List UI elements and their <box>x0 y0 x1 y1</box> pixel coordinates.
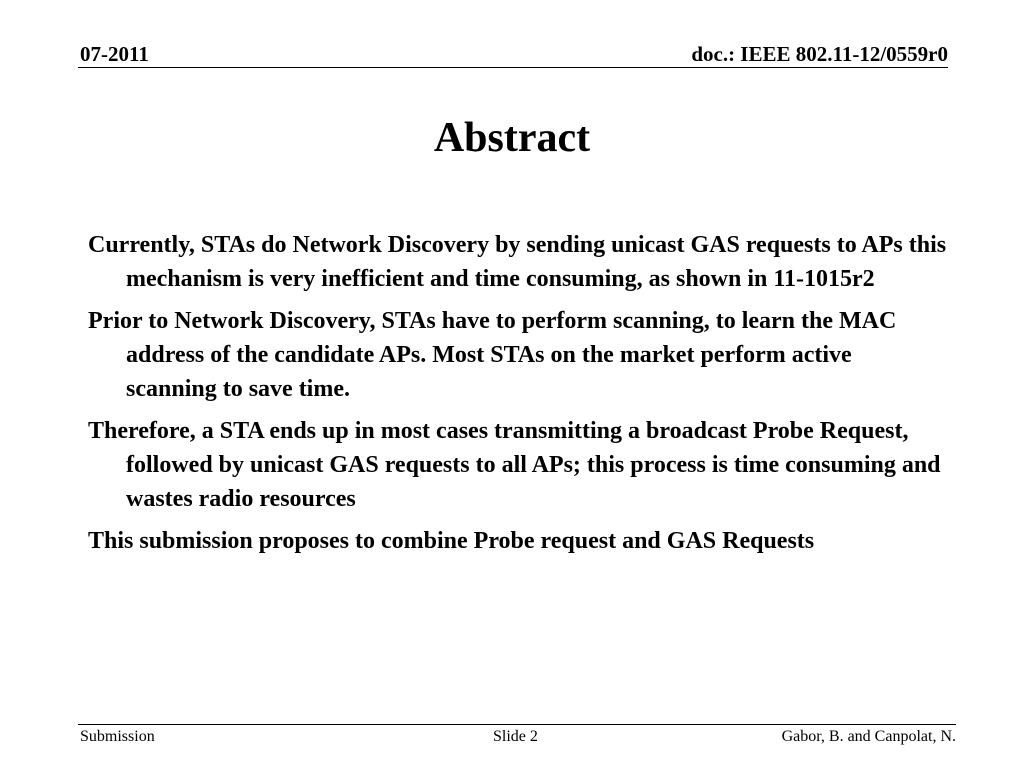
header-doc-id: doc.: IEEE 802.11-12/0559r0 <box>691 42 948 66</box>
abstract-paragraph: Currently, STAs do Network Discovery by sending unicast GAS requests to APs this mechanism is very inefficient and time consuming, as shown in 11-1015r2 <box>88 232 947 292</box>
abstract-body <box>88 228 948 566</box>
abstract-paragraph: Therefore, a STA ends up in most cases transmitting a broadcast Probe Request, followed by unicast GAS requests to all APs; this process is time consuming and wastes radio resources <box>88 418 941 512</box>
abstract-paragraph: This submission proposes to combine Probe request and GAS Requests <box>88 528 815 554</box>
header-date: 07-2011 <box>80 42 149 66</box>
slide-title: Abstract <box>433 115 591 161</box>
footer-slide-number: Slide 2 <box>493 728 538 745</box>
footer-authors: Gabor, B. and Canpolat, N. <box>781 728 956 745</box>
header-divider <box>78 67 948 68</box>
footer-divider <box>78 724 956 725</box>
footer-submission: Submission <box>80 728 155 745</box>
abstract-paragraph: Prior to Network Discovery, STAs have to perform scanning, to learn the MAC address of the candidate APs. Most STAs on the market perform active scanning to save time. <box>88 308 897 402</box>
